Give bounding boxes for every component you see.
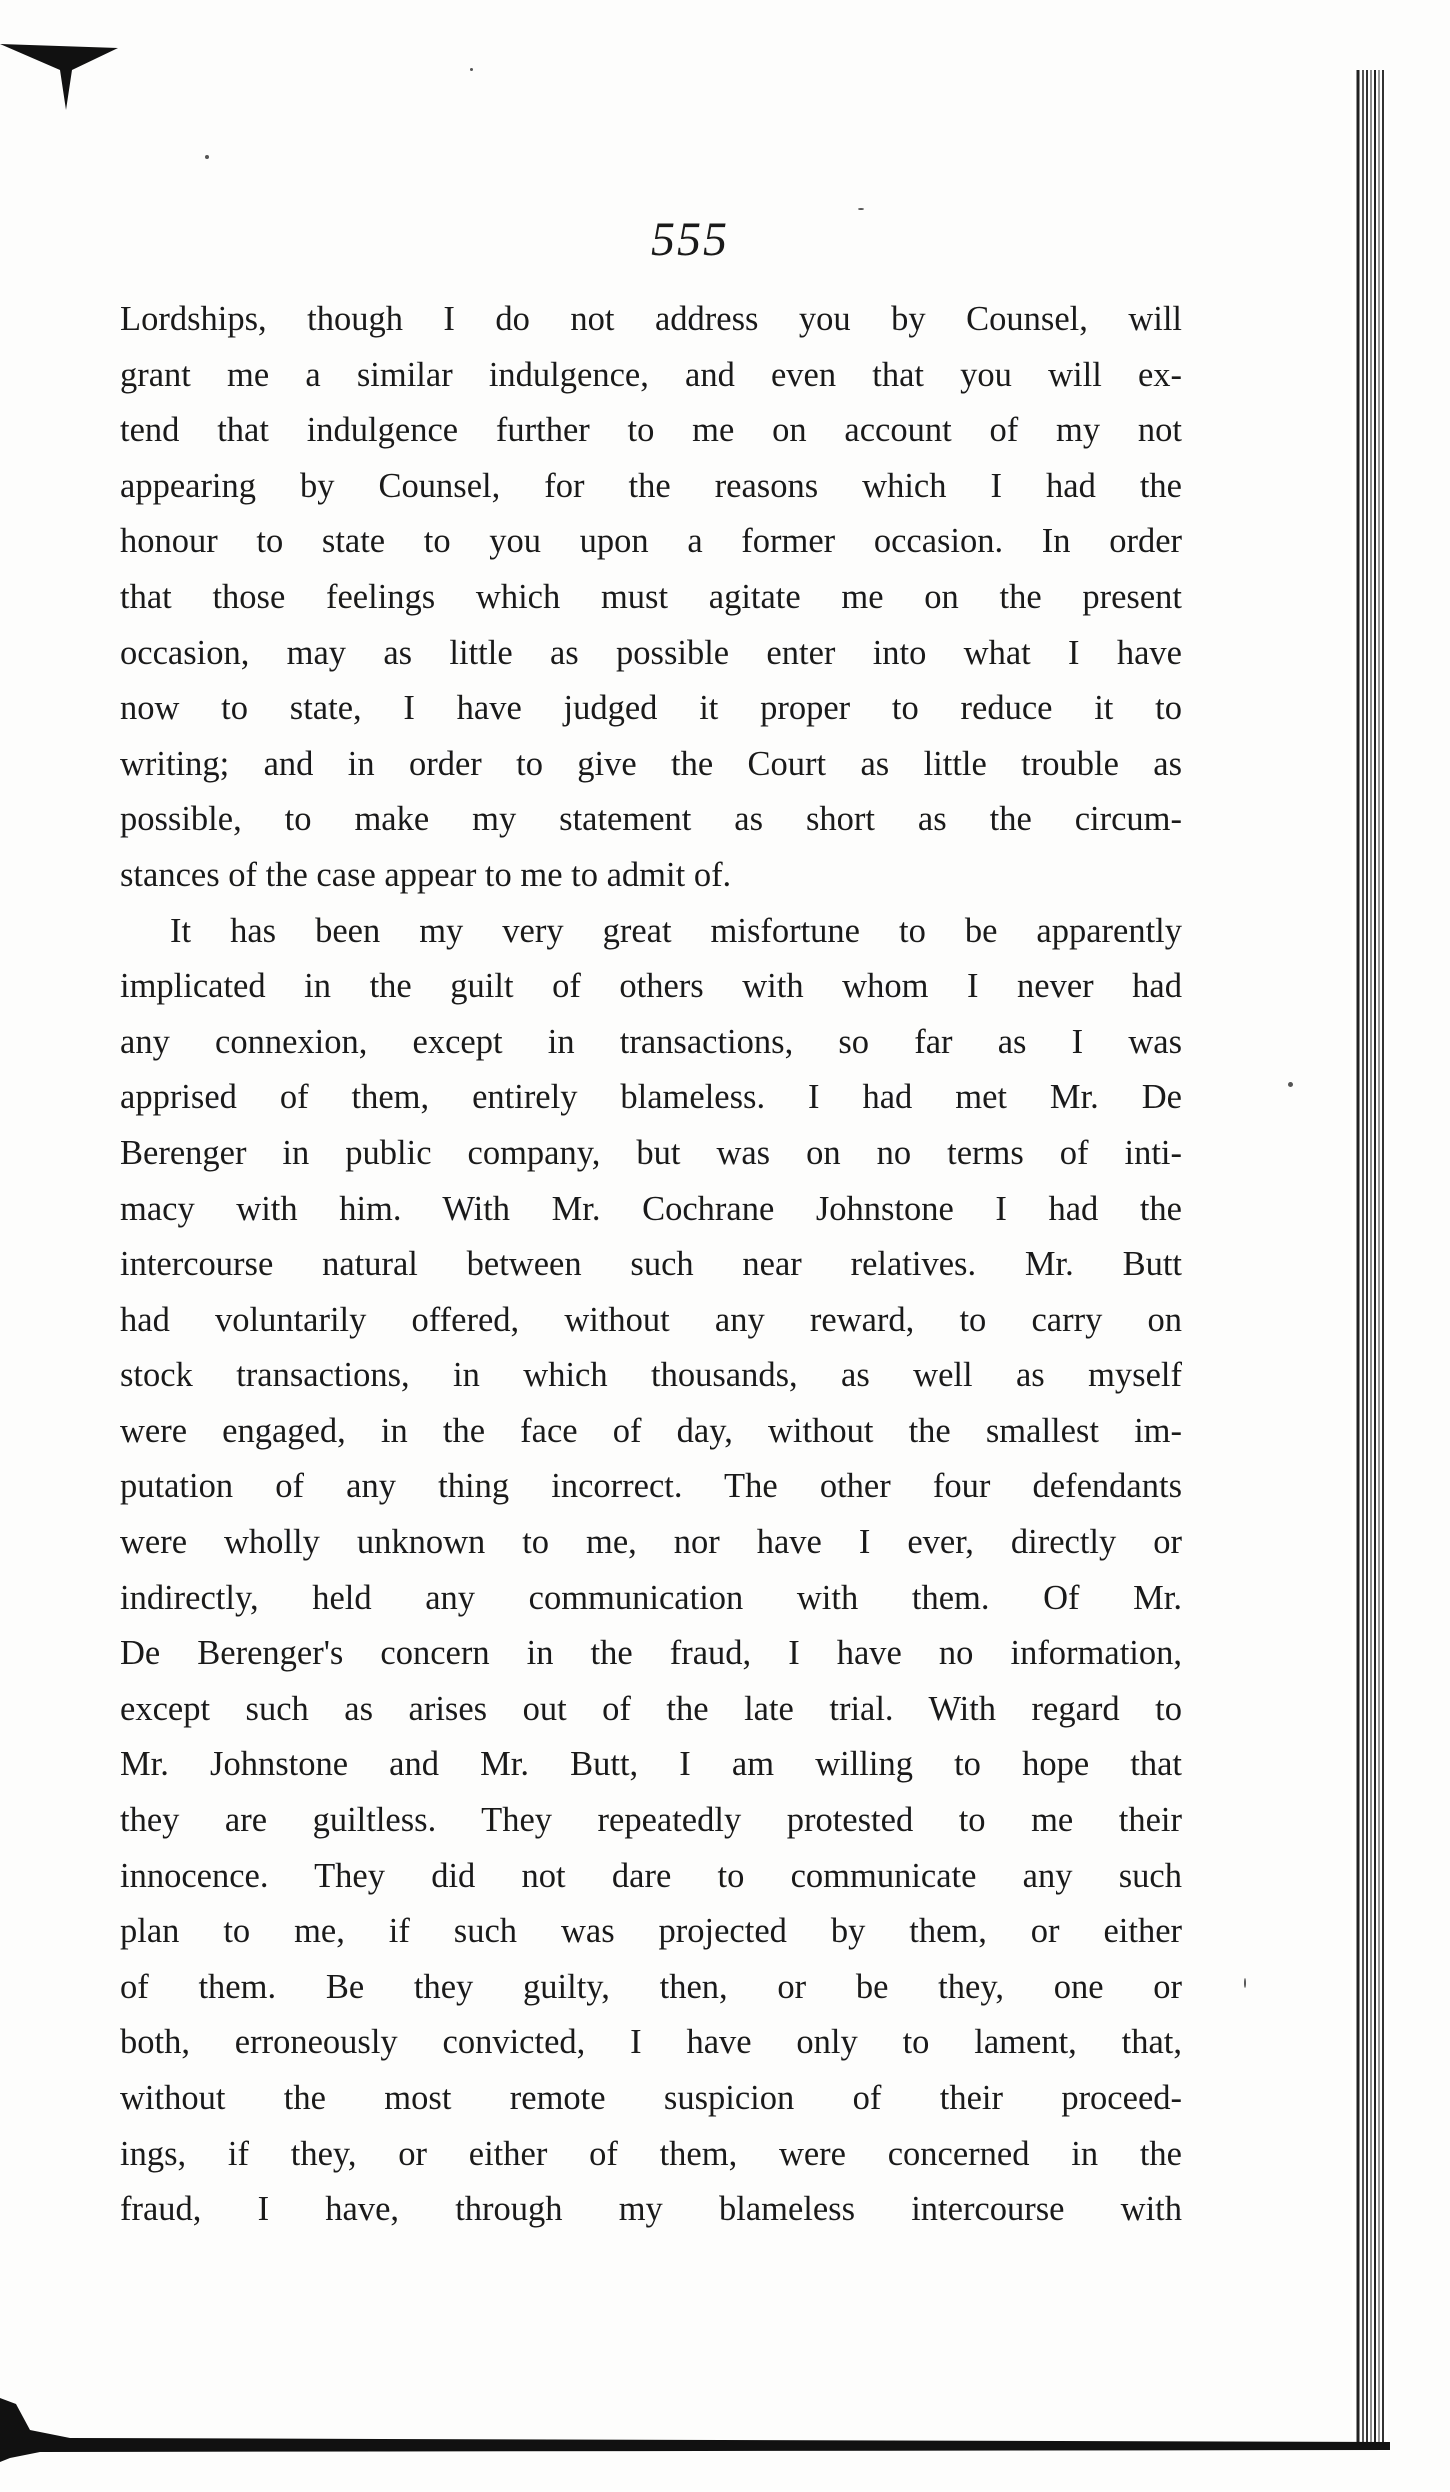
text-line: honour to state to you upon a former occasion. In order	[120, 522, 1182, 561]
page-edge-binding	[1352, 70, 1388, 2450]
text-line: fraud, I have, through my blameless intercourse with	[120, 2190, 1182, 2229]
paper-speck	[470, 68, 473, 71]
page-number: 555	[651, 213, 729, 266]
body-text	[120, 292, 1182, 2238]
paper-speck	[205, 155, 209, 159]
text-line: occasion, may as little as possible enter into what I have	[120, 633, 1182, 672]
text-line: apprised of them, entirely blameless. I had met Mr. De	[120, 1078, 1182, 1117]
text-line: they are guiltless. They repeatedly protested to me their	[120, 1801, 1182, 1840]
text-line: grant me a similar indulgence, and even that you will ex-	[120, 355, 1182, 394]
text-line: except such as arises out of the late trial. With regard to	[120, 1689, 1182, 1728]
text-line: now to state, I have judged it proper to reduce it to	[120, 689, 1182, 728]
text-line: stock transactions, in which thousands, as well as myself	[120, 1356, 1182, 1395]
text-line: It has been my very great misfortune to be apparently	[170, 911, 1182, 950]
text-line: without the most remote suspicion of their proceed-	[120, 2079, 1182, 2117]
text-line: plan to me, if such was projected by them, or either	[120, 1912, 1182, 1951]
text-line: possible, to make my statement as short as the circum-	[120, 800, 1182, 839]
text-line: tend that indulgence further to me on account of my not	[120, 411, 1182, 450]
text-line: stances of the case appear to me to admit of.	[120, 855, 732, 894]
text-line: Berenger in public company, but was on no terms of inti-	[120, 1133, 1182, 1172]
paragraph-2	[120, 904, 1182, 2238]
text-line: both, erroneously convicted, I have only to lament, that,	[120, 2023, 1182, 2062]
text-line: De Berenger's concern in the fraud, I have no information,	[120, 1634, 1182, 1673]
paragraph-1	[120, 292, 1182, 904]
bottom-printer-rule	[0, 2396, 1390, 2466]
paper-speck	[1288, 1082, 1293, 1087]
text-line: were wholly unknown to me, nor have I ever, directly or	[120, 1523, 1182, 1562]
text-line: writing; and in order to give the Court as little trouble as	[120, 744, 1182, 783]
paper-speck	[1244, 1978, 1246, 1988]
text-line: implicated in the guilt of others with whom I never had	[120, 967, 1182, 1006]
text-line: any connexion, except in transactions, so far as I was	[120, 1022, 1182, 1061]
text-line: innocence. They did not dare to communicate any such	[120, 1856, 1182, 1895]
text-line: intercourse natural between such near relatives. Mr. Butt	[120, 1245, 1182, 1284]
text-line: had voluntarily offered, without any reward, to carry on	[120, 1300, 1182, 1339]
text-line: macy with him. With Mr. Cochrane Johnstone I had the	[120, 1189, 1182, 1228]
text-line: Mr. Johnstone and Mr. Butt, I am willing to hope that	[120, 1745, 1182, 1784]
text-line: of them. Be they guilty, then, or be they, one or	[120, 1967, 1182, 2006]
paper-speck	[858, 208, 864, 210]
text-line: indirectly, held any communication with them. Of Mr.	[120, 1578, 1182, 1617]
text-line: putation of any thing incorrect. The other four defendants	[120, 1467, 1182, 1506]
text-line: appearing by Counsel, for the reasons which I had the	[120, 466, 1182, 505]
text-line: Lordships, though I do not address you by Counsel, will	[120, 300, 1182, 338]
text-line: ings, if they, or either of them, were concerned in the	[120, 2134, 1182, 2173]
text-line: were engaged, in the face of day, without the smallest im-	[120, 1411, 1182, 1450]
text-line: that those feelings which must agitate me on the present	[120, 577, 1182, 616]
corner-printer-mark	[0, 40, 120, 110]
